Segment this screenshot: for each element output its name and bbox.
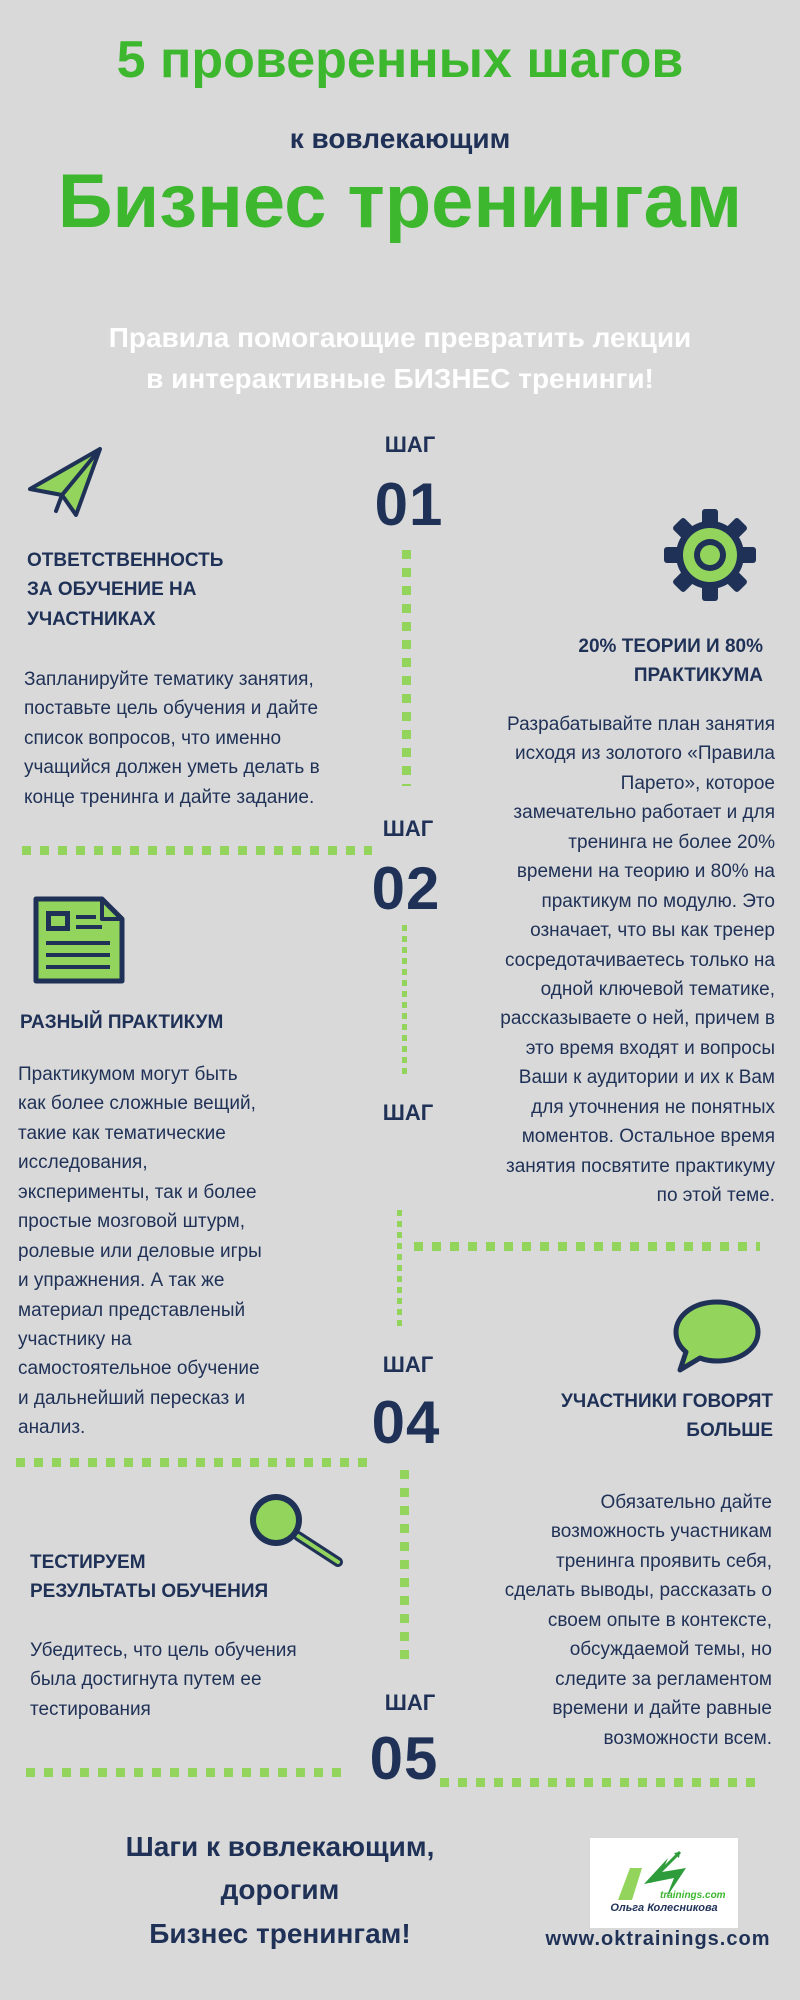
connector-vertical	[402, 550, 411, 786]
connector-vertical	[402, 925, 407, 1077]
connector-horizontal	[26, 1768, 344, 1777]
title-line-1: 5 проверенных шагов	[116, 31, 684, 89]
step-5-heading: ТЕСТИРУЕМ РЕЗУЛЬТАТЫ ОБУЧЕНИЯ	[30, 1552, 269, 1603]
step-2-heading: РАЗНЫЙ ПРАКТИКУМ	[20, 1012, 224, 1033]
step-2-text: Практикумом могут быть как более сложные вещий, такие как тематические исследования, эксперименты, так и более простые мозговой штурм, ролевые или деловые игры и упражнения. А так же материал представленый участнику на самостоятельное обучение и дальнейший пересказ и анализ.	[18, 1064, 262, 1439]
connector-vertical	[397, 1210, 402, 1330]
footer-text: Шаги к вовлекающим, дорогим Бизнес тренингам!	[125, 1831, 435, 1949]
speech-bubble-icon	[672, 1296, 762, 1374]
step-4-text: Обязательно дайте возможность участникам тренинга проявить себя, сделать выводы, рассказать о своем опыте в контексте, обсуждаемой темы, но следите за регламентом времени и дайте равные возможности всем.	[504, 1492, 772, 1749]
step-5-number: 05	[369, 1725, 439, 1792]
step-1-heading: ОТВЕТСТВЕННОСТЬ ЗА ОБУЧЕНИЕ НА УЧАСТНИКАХ	[27, 550, 224, 630]
step-5-text: Убедитесь, что цель обучения была достигнута путем ее тестирования	[30, 1640, 297, 1720]
connector-horizontal	[440, 1778, 760, 1787]
connector-horizontal	[414, 1242, 760, 1251]
step-3-heading: 20% ТЕОРИИ И 80% ПРАКТИКУМА	[578, 636, 763, 687]
step-3-text: Разрабатывайте план занятия исходя из золотого «Правила Парето», которое замечательно работает и для тренинга не более 20% времени на теорию и 80% на практикум по модулю. Это означает, что вы как тренер сосредотачиваетесь только на одной ключевой тематике, рассказываете о ней, причем в это время входят и вопросы Ваши к аудитории и их к Вам для уточнения не понятных моментов. Остальное время занятия посвятите практикуму по этой теме.	[500, 714, 775, 1206]
connector-horizontal	[22, 846, 372, 855]
document-icon	[32, 895, 127, 985]
gear-icon	[660, 505, 760, 605]
paper-plane-icon	[26, 445, 106, 525]
step-4-number: 04	[371, 1389, 441, 1456]
step-1-number: 01	[374, 471, 444, 538]
step-1-text: Запланируйте тематику занятия, поставьте цель обучения и дайте список вопросов, что именно учащийся должен уметь делать в конце тренинга и дайте задание.	[24, 669, 320, 808]
step-5-label: ШАГ	[384, 1690, 436, 1715]
step-4-heading: УЧАСТНИКИ ГОВОРЯТ БОЛЬШЕ	[561, 1391, 773, 1442]
title-line-2: к вовлекающим	[289, 123, 511, 154]
connector-horizontal	[16, 1458, 372, 1467]
title-line-3: Бизнес тренингам	[57, 159, 743, 244]
step-2-number: 02	[371, 855, 441, 922]
logo-site: trainings.com	[660, 1890, 726, 1901]
logo-name: Ольга Колесникова	[610, 1902, 718, 1914]
step-1-label: ШАГ	[384, 432, 436, 457]
step-4-label: ШАГ	[382, 1352, 434, 1377]
step-3-label: ШАГ	[382, 1100, 434, 1125]
connector-vertical	[400, 1470, 409, 1660]
subtitle: Правила помогающие превратить лекции в интерактивные БИЗНЕС тренинги!	[108, 322, 692, 394]
logo	[590, 1838, 738, 1928]
step-2-label: ШАГ	[382, 816, 434, 841]
website-url[interactable]: www.oktrainings.com	[545, 1928, 771, 1950]
